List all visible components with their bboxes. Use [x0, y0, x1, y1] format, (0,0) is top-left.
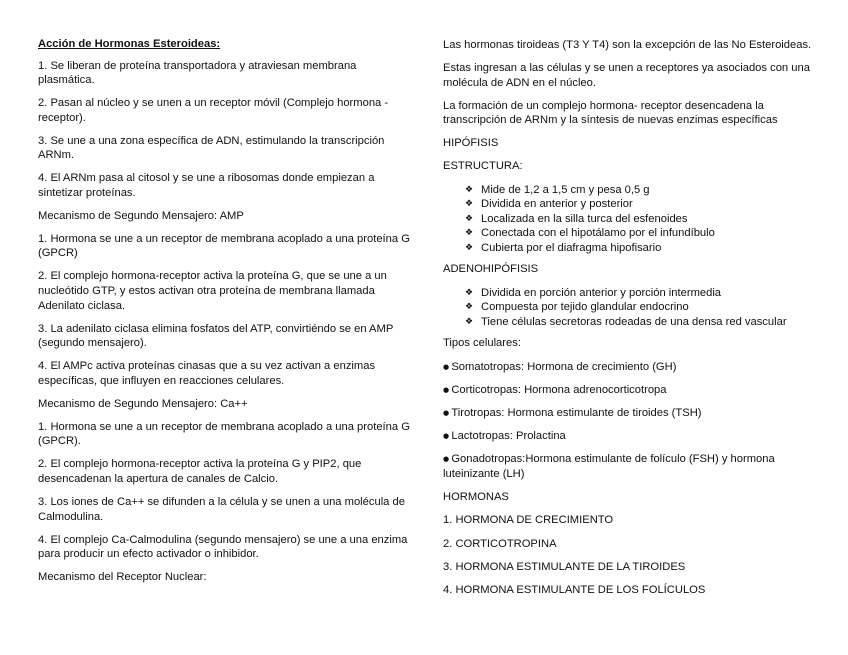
cell-type-item: ● Gonadotropas:Hormona estimulante de folículo (FSH) y hormona luteinizante (LH) [443, 452, 815, 481]
list-item: ❖ Cubierta por el diafragma hipofisario [465, 241, 815, 256]
list-item: ❖ Conectada con el hipotálamo por el infundíbulo [465, 226, 815, 241]
paragraph: 3. Los iones de Ca++ se difunden a la célula y se unen a una molécula de Calmodulina. [38, 495, 405, 523]
cell-type-item: ● Corticotropas: Hormona adrenocorticotropa [443, 383, 815, 398]
list-item: ❖ Mide de 1,2 a 1,5 cm y pesa 0,5 g [465, 183, 815, 198]
paragraph: 2. El complejo hormona-receptor activa la proteína G, que se une a un nucleótido GTP, y estos activan otra proteína de membrana llamada Adenilato ciclasa. [38, 270, 387, 312]
list-item: ❖ Dividida en porción anterior y porción intermedia [465, 286, 815, 301]
heading-hormonas: HORMONAS [443, 491, 509, 504]
list-item: ❖ Compuesta por tejido glandular endocrino [465, 300, 815, 315]
list-item: ❖ Tiene células secretoras rodeadas de una densa red vascular [465, 315, 815, 330]
paragraph: 1. Hormona se une a un receptor de membrana acoplado a una proteína G (GPCR). [38, 420, 410, 448]
adeno-list [443, 286, 815, 330]
hormone-item: 1. HORMONA DE CRECIMIENTO [443, 514, 614, 527]
cell-type-item: ● Somatotropas: Hormona de crecimiento (GH) [443, 360, 815, 375]
paragraph: Las hormonas tiroideas (T3 Y T4) son la excepción de las No Esteroideas. [443, 39, 812, 51]
paragraph: Estas ingresan a las células y se unen a receptores ya asociados con una molécula de ADN en el núcleo. [443, 61, 810, 89]
paragraph: La formación de un complejo hormona- receptor desencadena la transcripción de ARNm y la síntesis de nuevas enzimas específicas [443, 99, 778, 127]
paragraph: 1. Hormona se une a un receptor de membrana acoplado a una proteína G (GPCR) [38, 232, 410, 260]
heading-estructura: ESTRUCTURA: [443, 160, 523, 173]
subheading: Mecanismo del Receptor Nuclear: [38, 571, 207, 584]
list-item: ❖ Dividida en anterior y posterior [465, 197, 815, 212]
paragraph: 4. El ARNm pasa al citosol y se une a ribosomas donde empiezan a sintetizar proteínas. [38, 172, 375, 199]
hormone-item: 2. CORTICOTROPINA [443, 537, 557, 550]
paragraph: 3. La adenilato ciclasa elimina fosfatos del ATP, convirtiéndo se en AMP (segundo mensajero). [38, 322, 394, 350]
cell-type-item: ● Tirotropas: Hormona estimulante de tiroides (TSH) [443, 406, 815, 421]
left-column [38, 37, 410, 593]
subheading: Mecanismo de Segundo Mensajero: AMP [38, 209, 244, 222]
paragraph: 4. El complejo Ca-Calmodulina (segundo mensajero) se une a una enzima para producir un efecto activador o inhibidor. [38, 533, 408, 561]
right-column [443, 38, 815, 606]
paragraph: 3. Se une a una zona específica de ADN, estimulando la transcripción ARNm. [38, 134, 385, 162]
heading-adenohipofisis: ADENOHIPÓFISIS [443, 263, 539, 276]
paragraph: 2. Pasan al núcleo y se unen a un receptor móvil (Complejo hormona - receptor). [38, 97, 389, 124]
list-item: ❖ Localizada en la silla turca del esfenoides [465, 212, 815, 227]
paragraph: 4. El AMPc activa proteínas cinasas que a su vez activan a enzimas específicas, que influyen en reacciones celulares. [38, 360, 376, 387]
section-title: Acción de Hormonas Esteroideas: [38, 38, 221, 50]
heading-hipofisis: HIPÓFISIS [443, 137, 499, 150]
cell-type-item: ● Lactotropas: Prolactina [443, 429, 815, 444]
paragraph: 2. El complejo hormona-receptor activa la proteína G y PIP2, que desencadenan la apertura de canales de Calcio. [38, 458, 362, 485]
hormone-item: 4. HORMONA ESTIMULANTE DE LOS FOLÍCULOS [443, 583, 706, 596]
heading-tipos: Tipos celulares: [443, 337, 521, 350]
hormone-item: 3. HORMONA ESTIMULANTE DE LA TIROIDES [443, 560, 686, 573]
estructura-list [443, 183, 815, 256]
paragraph: 1. Se liberan de proteína transportadora y atraviesan membrana plasmática. [38, 59, 357, 87]
subheading: Mecanismo de Segundo Mensajero: Ca++ [38, 397, 248, 410]
